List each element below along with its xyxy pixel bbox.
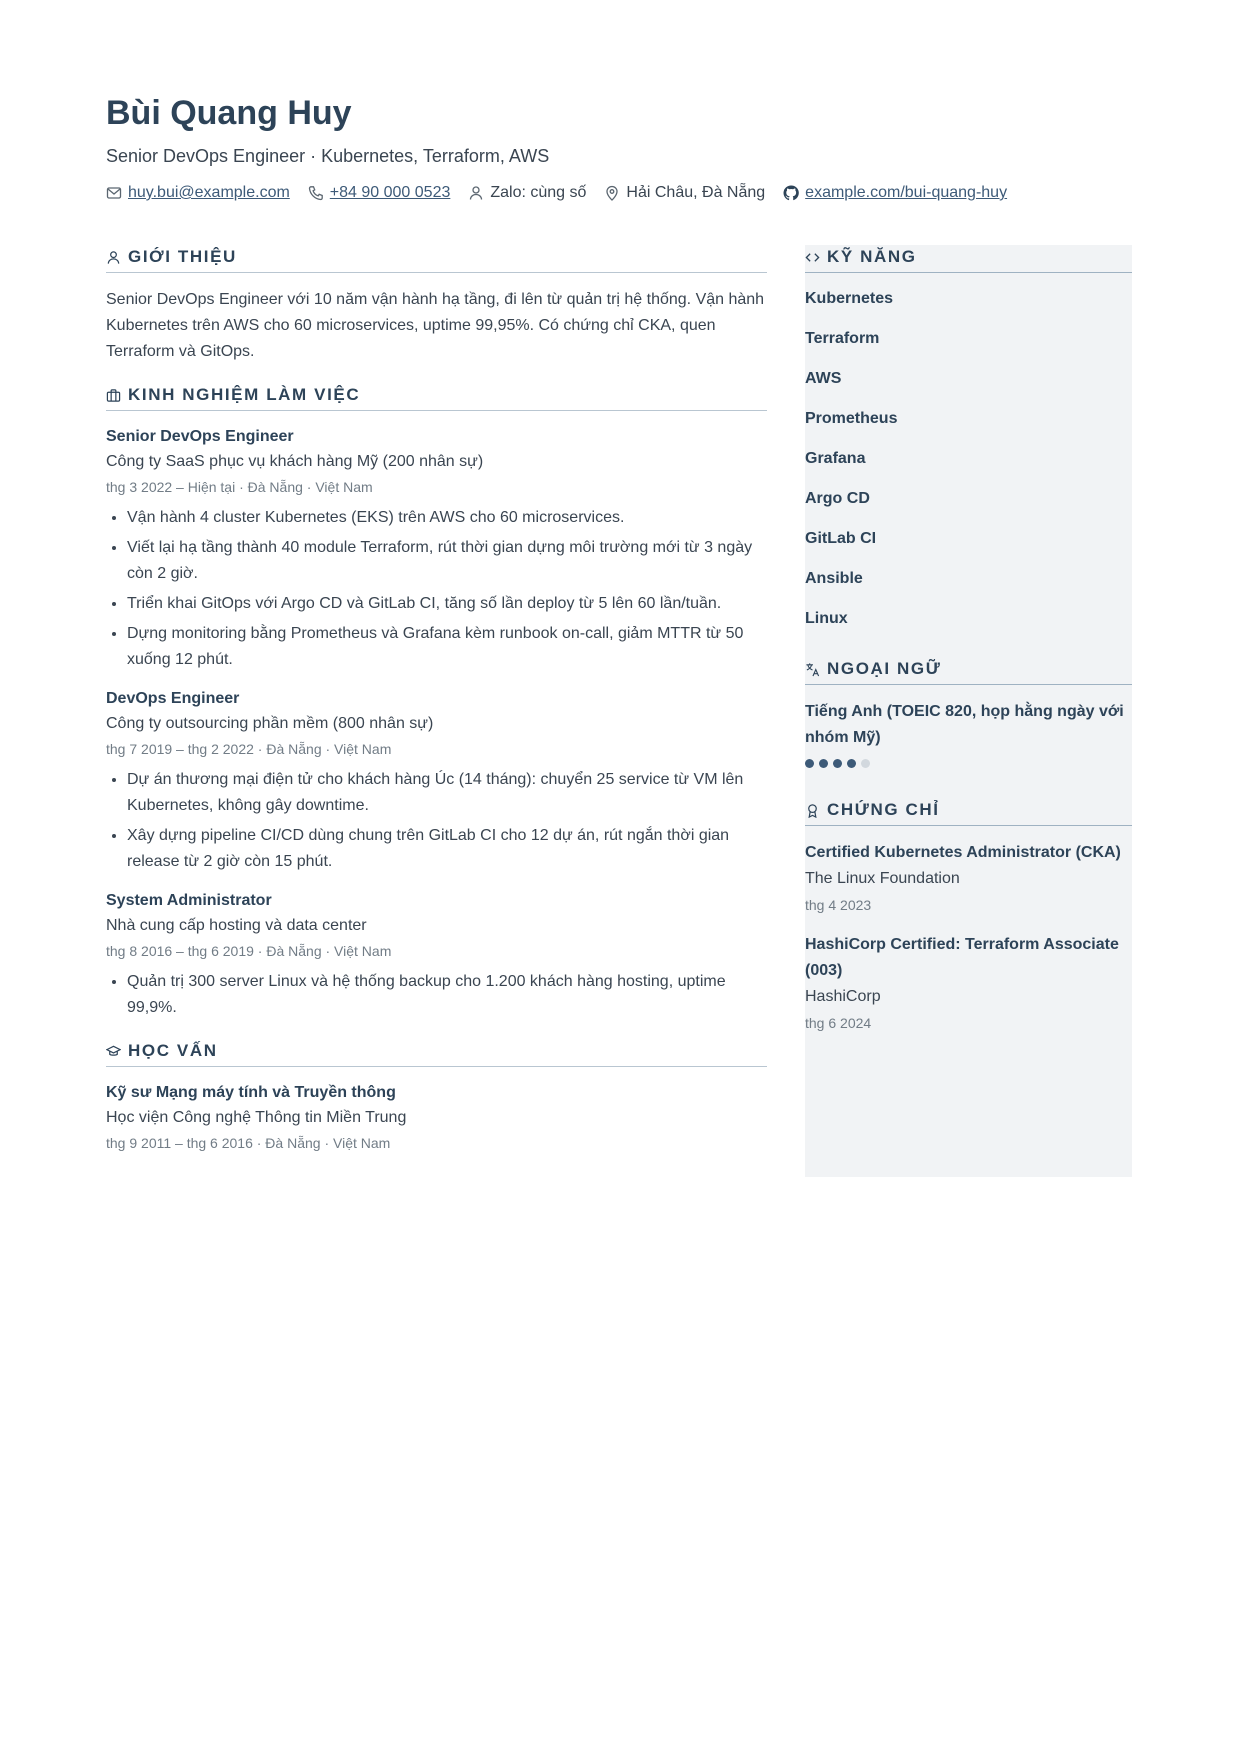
user-icon	[468, 185, 484, 201]
job-company: Công ty SaaS phục vụ khách hàng Mỹ (200 nhân sự)	[106, 453, 484, 470]
certificate-name: HashiCorp Certified: Terraform Associate (003)	[805, 936, 1119, 979]
job-bullet: • Triển khai GitOps với Argo CD và GitLab CI, tăng số lần deploy từ 5 lên 60 lần/tuần.	[127, 591, 767, 617]
skill-item: Prometheus	[805, 410, 898, 427]
certificate-name: Certified Kubernetes Administrator (CKA)	[805, 844, 1121, 861]
email-link[interactable]: huy.bui@example.com	[128, 184, 290, 201]
section-languages-heading	[805, 657, 1132, 685]
languages-title: NGOẠI NGỮ	[827, 659, 942, 678]
phone-icon	[308, 185, 324, 201]
user-icon	[106, 250, 121, 265]
section-experience-heading	[106, 383, 767, 411]
education-entry	[106, 1081, 767, 1155]
map-pin-icon	[604, 185, 620, 201]
job-company: Nhà cung cấp hosting và data center	[106, 917, 367, 934]
section-skills-heading	[805, 245, 1132, 273]
job-entry	[106, 425, 767, 673]
job-bullet: • Dựng monitoring bằng Prometheus và Grafana kèm runbook on-call, giảm MTTR từ 50 xuống 12 phút.	[127, 621, 767, 673]
certificate-entry	[805, 932, 1132, 1036]
skill-item: Kubernetes	[805, 290, 894, 307]
contact-phone	[308, 182, 451, 204]
contact-bar	[106, 182, 1136, 204]
certificate-date: thg 6 2024	[805, 1015, 872, 1031]
skill-item: AWS	[805, 370, 842, 387]
contact-github	[783, 182, 1007, 204]
candidate-name: Bùi Quang Huy	[106, 94, 352, 132]
level-dot-empty	[861, 759, 870, 768]
graduation-cap-icon	[106, 1044, 121, 1059]
skill-item: Linux	[805, 610, 848, 627]
job-bullets	[106, 767, 767, 875]
candidate-headline: Senior DevOps Engineer · Kubernetes, Terraform, AWS	[106, 146, 550, 166]
job-title: System Administrator	[106, 892, 272, 909]
job-entry	[106, 687, 767, 875]
code-icon	[805, 250, 820, 265]
job-bullet: • Quản trị 300 server Linux và hệ thống backup cho 1.200 khách hàng hosting, uptime 99,9%.	[127, 969, 767, 1021]
level-dot-filled	[805, 759, 814, 768]
language-level-dots	[805, 759, 1132, 768]
contact-zalo	[468, 182, 586, 204]
skills-title: KỸ NĂNG	[827, 247, 917, 266]
job-meta: thg 7 2019 – thg 2 2022 · Đà Nẵng · Việt Nam	[106, 741, 392, 757]
certificate-issuer: HashiCorp	[805, 988, 881, 1005]
job-meta: thg 3 2022 – Hiện tại · Đà Nẵng · Việt Nam	[106, 479, 373, 495]
contact-location	[604, 182, 765, 204]
school-name: Học viện Công nghệ Thông tin Miền Trung	[106, 1109, 407, 1126]
zalo-text: Zalo: cùng số	[490, 184, 587, 201]
certificates-title: CHỨNG CHỈ	[827, 800, 940, 819]
skill-item: GitLab CI	[805, 530, 877, 547]
job-bullet: • Xây dựng pipeline CI/CD dùng chung trên GitLab CI cho 12 dự án, rút ngắn thời gian release từ 2 giờ còn 15 phút.	[127, 823, 767, 875]
sidebar	[805, 245, 1132, 1177]
contact-email	[106, 182, 290, 204]
main-column	[106, 245, 767, 1155]
section-intro-heading	[106, 245, 767, 273]
experience-title: KINH NGHIỆM LÀM VIỆC	[128, 385, 361, 404]
certificate-issuer: The Linux Foundation	[805, 870, 960, 887]
award-icon	[805, 803, 820, 818]
certificate-date: thg 4 2023	[805, 897, 872, 913]
job-company: Công ty outsourcing phần mềm (800 nhân sự)	[106, 715, 434, 732]
level-dot-filled	[819, 759, 828, 768]
github-link[interactable]: example.com/bui-quang-huy	[805, 184, 1008, 201]
education-meta: thg 9 2011 – thg 6 2016 · Đà Nẵng · Việt Nam	[106, 1135, 391, 1151]
language-item: Tiếng Anh (TOEIC 820, họp hằng ngày với nhóm Mỹ)	[805, 703, 1124, 746]
section-education-heading	[106, 1039, 767, 1067]
level-dot-filled	[833, 759, 842, 768]
job-bullet: • Dự án thương mại điện tử cho khách hàng Úc (14 tháng): chuyển 25 service từ VM lên Kubernetes, không gây downtime.	[127, 767, 767, 819]
education-title: HỌC VẤN	[128, 1041, 218, 1060]
job-title: Senior DevOps Engineer	[106, 428, 294, 445]
mail-icon	[106, 185, 122, 201]
skills-list	[805, 287, 1132, 631]
intro-text: Senior DevOps Engineer với 10 năm vận hành hạ tầng, đi lên từ quản trị hệ thống. Vận hành Kubernetes trên AWS cho 60 microservices, uptime 99,95%. Có chứng chỉ CKA, quen Terraform và GitOps.	[106, 291, 765, 360]
skill-item: Terraform	[805, 330, 880, 347]
section-certificates-heading	[805, 798, 1132, 826]
job-bullet: • Viết lại hạ tầng thành 40 module Terraform, rút thời gian dựng môi trường mới từ 3 ngày còn 2 giờ.	[127, 535, 767, 587]
job-meta: thg 8 2016 – thg 6 2019 · Đà Nẵng · Việt Nam	[106, 943, 392, 959]
translate-icon	[805, 662, 820, 677]
github-icon	[783, 185, 799, 201]
intro-title: GIỚI THIỆU	[128, 247, 237, 266]
skill-item: Argo CD	[805, 490, 870, 507]
certificate-entry	[805, 840, 1132, 918]
job-title: DevOps Engineer	[106, 690, 240, 707]
job-entry	[106, 889, 767, 1021]
skill-item: Ansible	[805, 570, 863, 587]
job-bullet: • Vận hành 4 cluster Kubernetes (EKS) trên AWS cho 60 microservices.	[127, 505, 767, 531]
resume-header	[106, 90, 1136, 204]
briefcase-icon	[106, 388, 121, 403]
skill-item: Grafana	[805, 450, 866, 467]
job-bullets	[106, 505, 767, 673]
job-bullets	[106, 969, 767, 1021]
level-dot-filled	[847, 759, 856, 768]
location-text: Hải Châu, Đà Nẵng	[626, 184, 766, 201]
phone-link[interactable]: +84 90 000 0523	[329, 184, 451, 201]
degree-title: Kỹ sư Mạng máy tính và Truyền thông	[106, 1084, 396, 1101]
